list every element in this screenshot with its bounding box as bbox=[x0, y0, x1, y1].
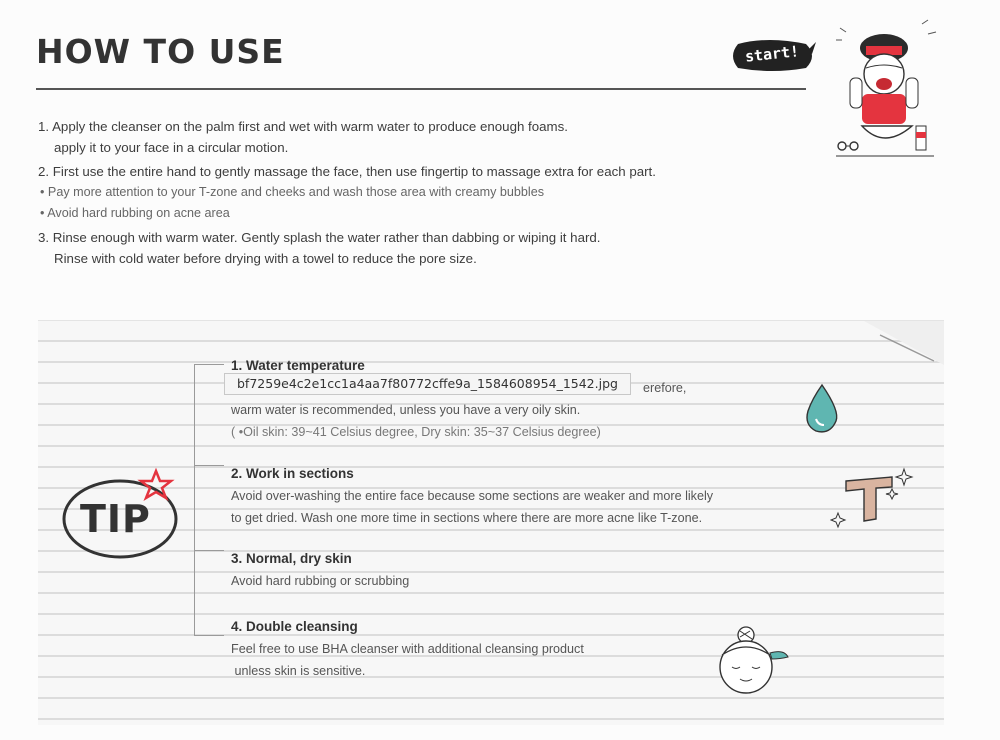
tip-title: 2. Work in sections bbox=[231, 466, 354, 481]
step-3-line-2: Rinse with cold water before drying with a towel to reduce the pore size. bbox=[54, 251, 477, 266]
start-speech-bubble bbox=[728, 38, 816, 74]
page-fold-icon bbox=[864, 321, 944, 365]
tip-badge bbox=[58, 467, 188, 567]
tip-branch-4 bbox=[194, 635, 224, 636]
tip-title: 4. Double cleansing bbox=[231, 619, 358, 634]
tip-text: to get dried. Wash one more time in sections where there are more acne like T-zone. bbox=[231, 511, 703, 525]
tip-text: Feel free to use BHA cleanser with additional cleansing product bbox=[231, 642, 584, 656]
step-3-line-1: 3. Rinse enough with warm water. Gently splash the water rather than dabbing or wiping it hard. bbox=[38, 230, 601, 245]
t-zone-icon bbox=[830, 463, 920, 533]
tip-branch-1 bbox=[194, 364, 224, 365]
tip-text: Avoid over-washing the entire face because some sections are weaker and more likely bbox=[231, 489, 714, 503]
step-2-line: 2. First use the entire hand to gently massage the face, then use fingertip to massage extra for each part. bbox=[38, 164, 656, 179]
step-1-line-1: 1. Apply the cleanser on the palm first and wet with warm water to produce enough foams. bbox=[38, 119, 568, 134]
tip-title: 3. Normal, dry skin bbox=[231, 551, 352, 566]
tip-item-double-cleansing bbox=[231, 616, 791, 682]
image-filename-tooltip: bf7259e4c2e1cc1a4aa7f80772cffe9a_1584608954_1542.jpg bbox=[224, 373, 631, 395]
tip-item-water-temperature bbox=[231, 355, 791, 443]
step-1-line-2: apply it to your face in a circular motion. bbox=[54, 140, 289, 155]
tip-note: ( •Oil skin: 39~41 Celsius degree, Dry skin: 35~37 Celsius degree) bbox=[231, 425, 601, 439]
tip-item-work-in-sections bbox=[231, 463, 791, 529]
man-washing-face-illustration bbox=[832, 18, 938, 158]
page-title: HOW TO USE bbox=[36, 32, 285, 71]
title-divider bbox=[36, 88, 806, 90]
step-bullet-acne: • Avoid hard rubbing on acne area bbox=[40, 206, 230, 220]
tip-label: TIP bbox=[80, 497, 151, 541]
tip-card bbox=[38, 320, 944, 725]
tip-connector-line bbox=[194, 364, 195, 636]
tip-text: unless skin is sensitive. bbox=[231, 664, 366, 678]
start-label: start! bbox=[744, 42, 800, 66]
step-bullet-tzone: • Pay more attention to your T-zone and cheeks and wash those area with creamy bubbles bbox=[40, 185, 545, 199]
tip-title: 1. Water temperature bbox=[231, 358, 365, 373]
relaxed-face-icon bbox=[714, 623, 794, 701]
how-to-use-steps bbox=[38, 116, 758, 269]
tip-text: Avoid hard rubbing or scrubbing bbox=[231, 574, 410, 588]
tip-text: warm water is recommended, unless you have a very oily skin. bbox=[231, 403, 581, 417]
tip-text: erefore, bbox=[643, 381, 687, 395]
tip-item-normal-dry-skin bbox=[231, 548, 791, 592]
tip-branch-3 bbox=[194, 550, 224, 551]
tip-branch-2 bbox=[194, 465, 224, 466]
water-drop-icon bbox=[800, 381, 844, 437]
